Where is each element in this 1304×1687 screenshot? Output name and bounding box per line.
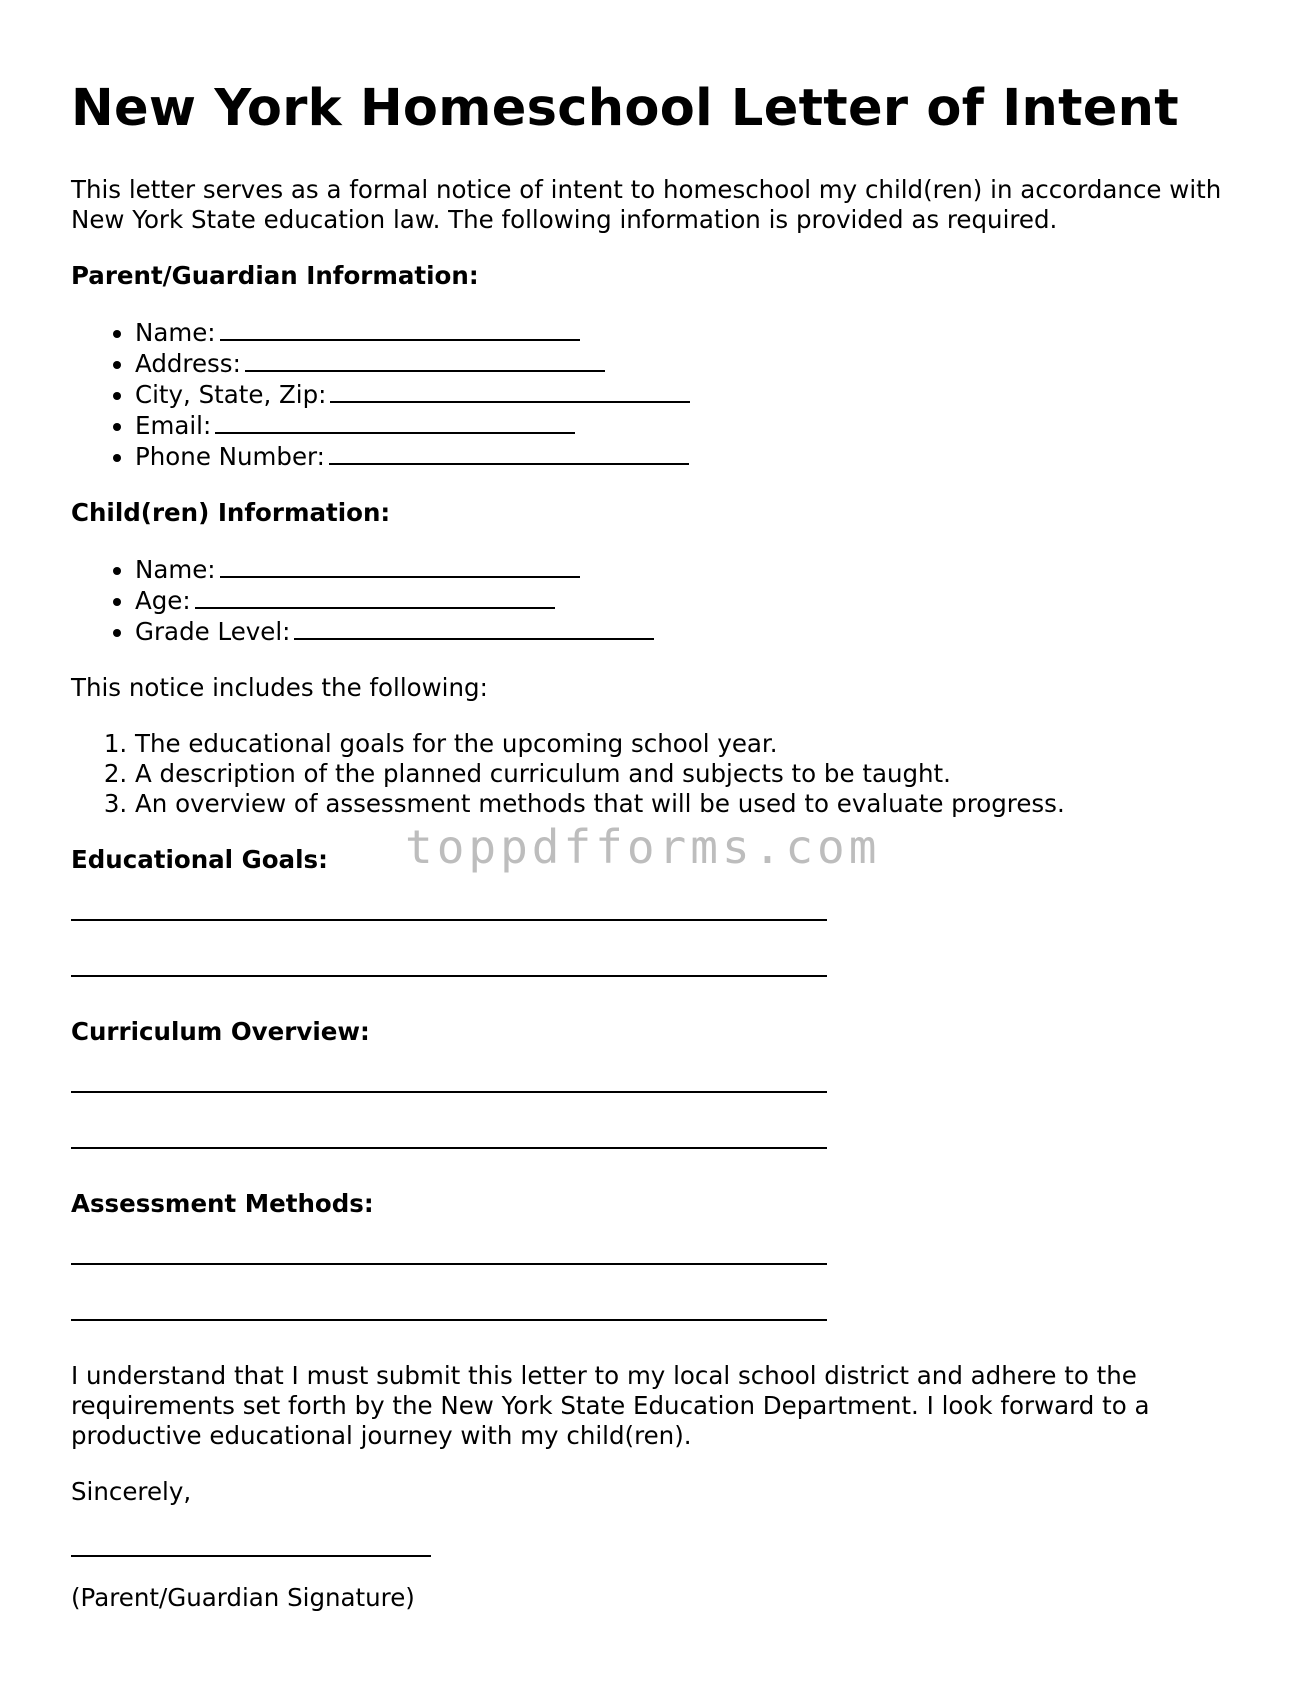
parent-phone-item	[135, 441, 1231, 472]
notice-item: 2. A description of the planned curriculum and subjects to be taught.	[135, 759, 1231, 789]
curriculum-line-1[interactable]	[71, 1091, 827, 1093]
assessment-methods-lines	[71, 1263, 1231, 1321]
child-grade-blank[interactable]	[294, 616, 654, 640]
assessment-methods-heading: Assessment Methods:	[71, 1189, 374, 1219]
parent-name-blank[interactable]	[220, 317, 580, 341]
parent-email-item	[135, 410, 1231, 441]
educational-goals-lines	[71, 919, 1231, 977]
field-label: Age:	[135, 586, 191, 616]
field-label: City, State, Zip:	[135, 380, 327, 410]
field-label: Email:	[135, 411, 212, 441]
child-name-blank[interactable]	[220, 554, 580, 578]
parent-info-list	[71, 317, 1231, 472]
curriculum-overview-heading: Curriculum Overview:	[71, 1017, 370, 1047]
field-label: Name:	[135, 555, 216, 585]
closing-paragraph: I understand that I must submit this letter to my local school district and adhere to the requirements set forth by the New York State Education Department. I look forward to a productive educational journey with my child(ren).	[71, 1361, 1150, 1451]
parent-address-item	[135, 348, 1231, 379]
field-label: Phone Number:	[135, 442, 325, 472]
parent-email-blank[interactable]	[215, 410, 575, 434]
notice-item: 3. An overview of assessment methods that will be used to evaluate progress.	[135, 789, 1231, 819]
watermark-text: toppdfforms.com	[405, 820, 881, 874]
field-label: Grade Level:	[135, 617, 291, 647]
signature-line[interactable]	[71, 1555, 431, 1557]
assessment-line-2[interactable]	[71, 1319, 827, 1321]
sign-off: Sincerely,	[71, 1477, 192, 1507]
parent-phone-blank[interactable]	[329, 441, 689, 465]
child-age-blank[interactable]	[195, 585, 555, 609]
signature-caption: (Parent/Guardian Signature)	[71, 1583, 415, 1613]
curriculum-line-2[interactable]	[71, 1147, 827, 1149]
assessment-line-1[interactable]	[71, 1263, 827, 1265]
parent-info-heading: Parent/Guardian Information:	[71, 261, 479, 291]
child-name-item	[135, 554, 1231, 585]
child-info-list	[71, 554, 1231, 647]
goals-line-2[interactable]	[71, 975, 827, 977]
educational-goals-heading: Educational Goals:	[71, 845, 328, 875]
goals-line-1[interactable]	[71, 919, 827, 921]
parent-address-blank[interactable]	[245, 348, 605, 372]
child-grade-item	[135, 616, 1231, 647]
parent-city-state-zip-blank[interactable]	[330, 379, 690, 403]
notice-item: 1. The educational goals for the upcoming school year.	[135, 729, 1231, 759]
field-label: Address:	[135, 349, 241, 379]
child-info-heading: Child(ren) Information:	[71, 498, 391, 528]
notice-intro: This notice includes the following:	[71, 673, 488, 703]
field-label: Name:	[135, 318, 216, 348]
curriculum-overview-lines	[71, 1091, 1231, 1149]
parent-name-item	[135, 317, 1231, 348]
child-age-item	[135, 585, 1231, 616]
parent-city-state-zip-item	[135, 379, 1231, 410]
page-title: New York Homeschool Letter of Intent	[71, 79, 1179, 138]
intro-paragraph: This letter serves as a formal notice of intent to homeschool my child(ren) in accordance with New York State education law. The following information is provided as required.	[71, 175, 1222, 235]
letter-page	[71, 78, 1231, 1639]
notice-items-list	[71, 729, 1231, 819]
